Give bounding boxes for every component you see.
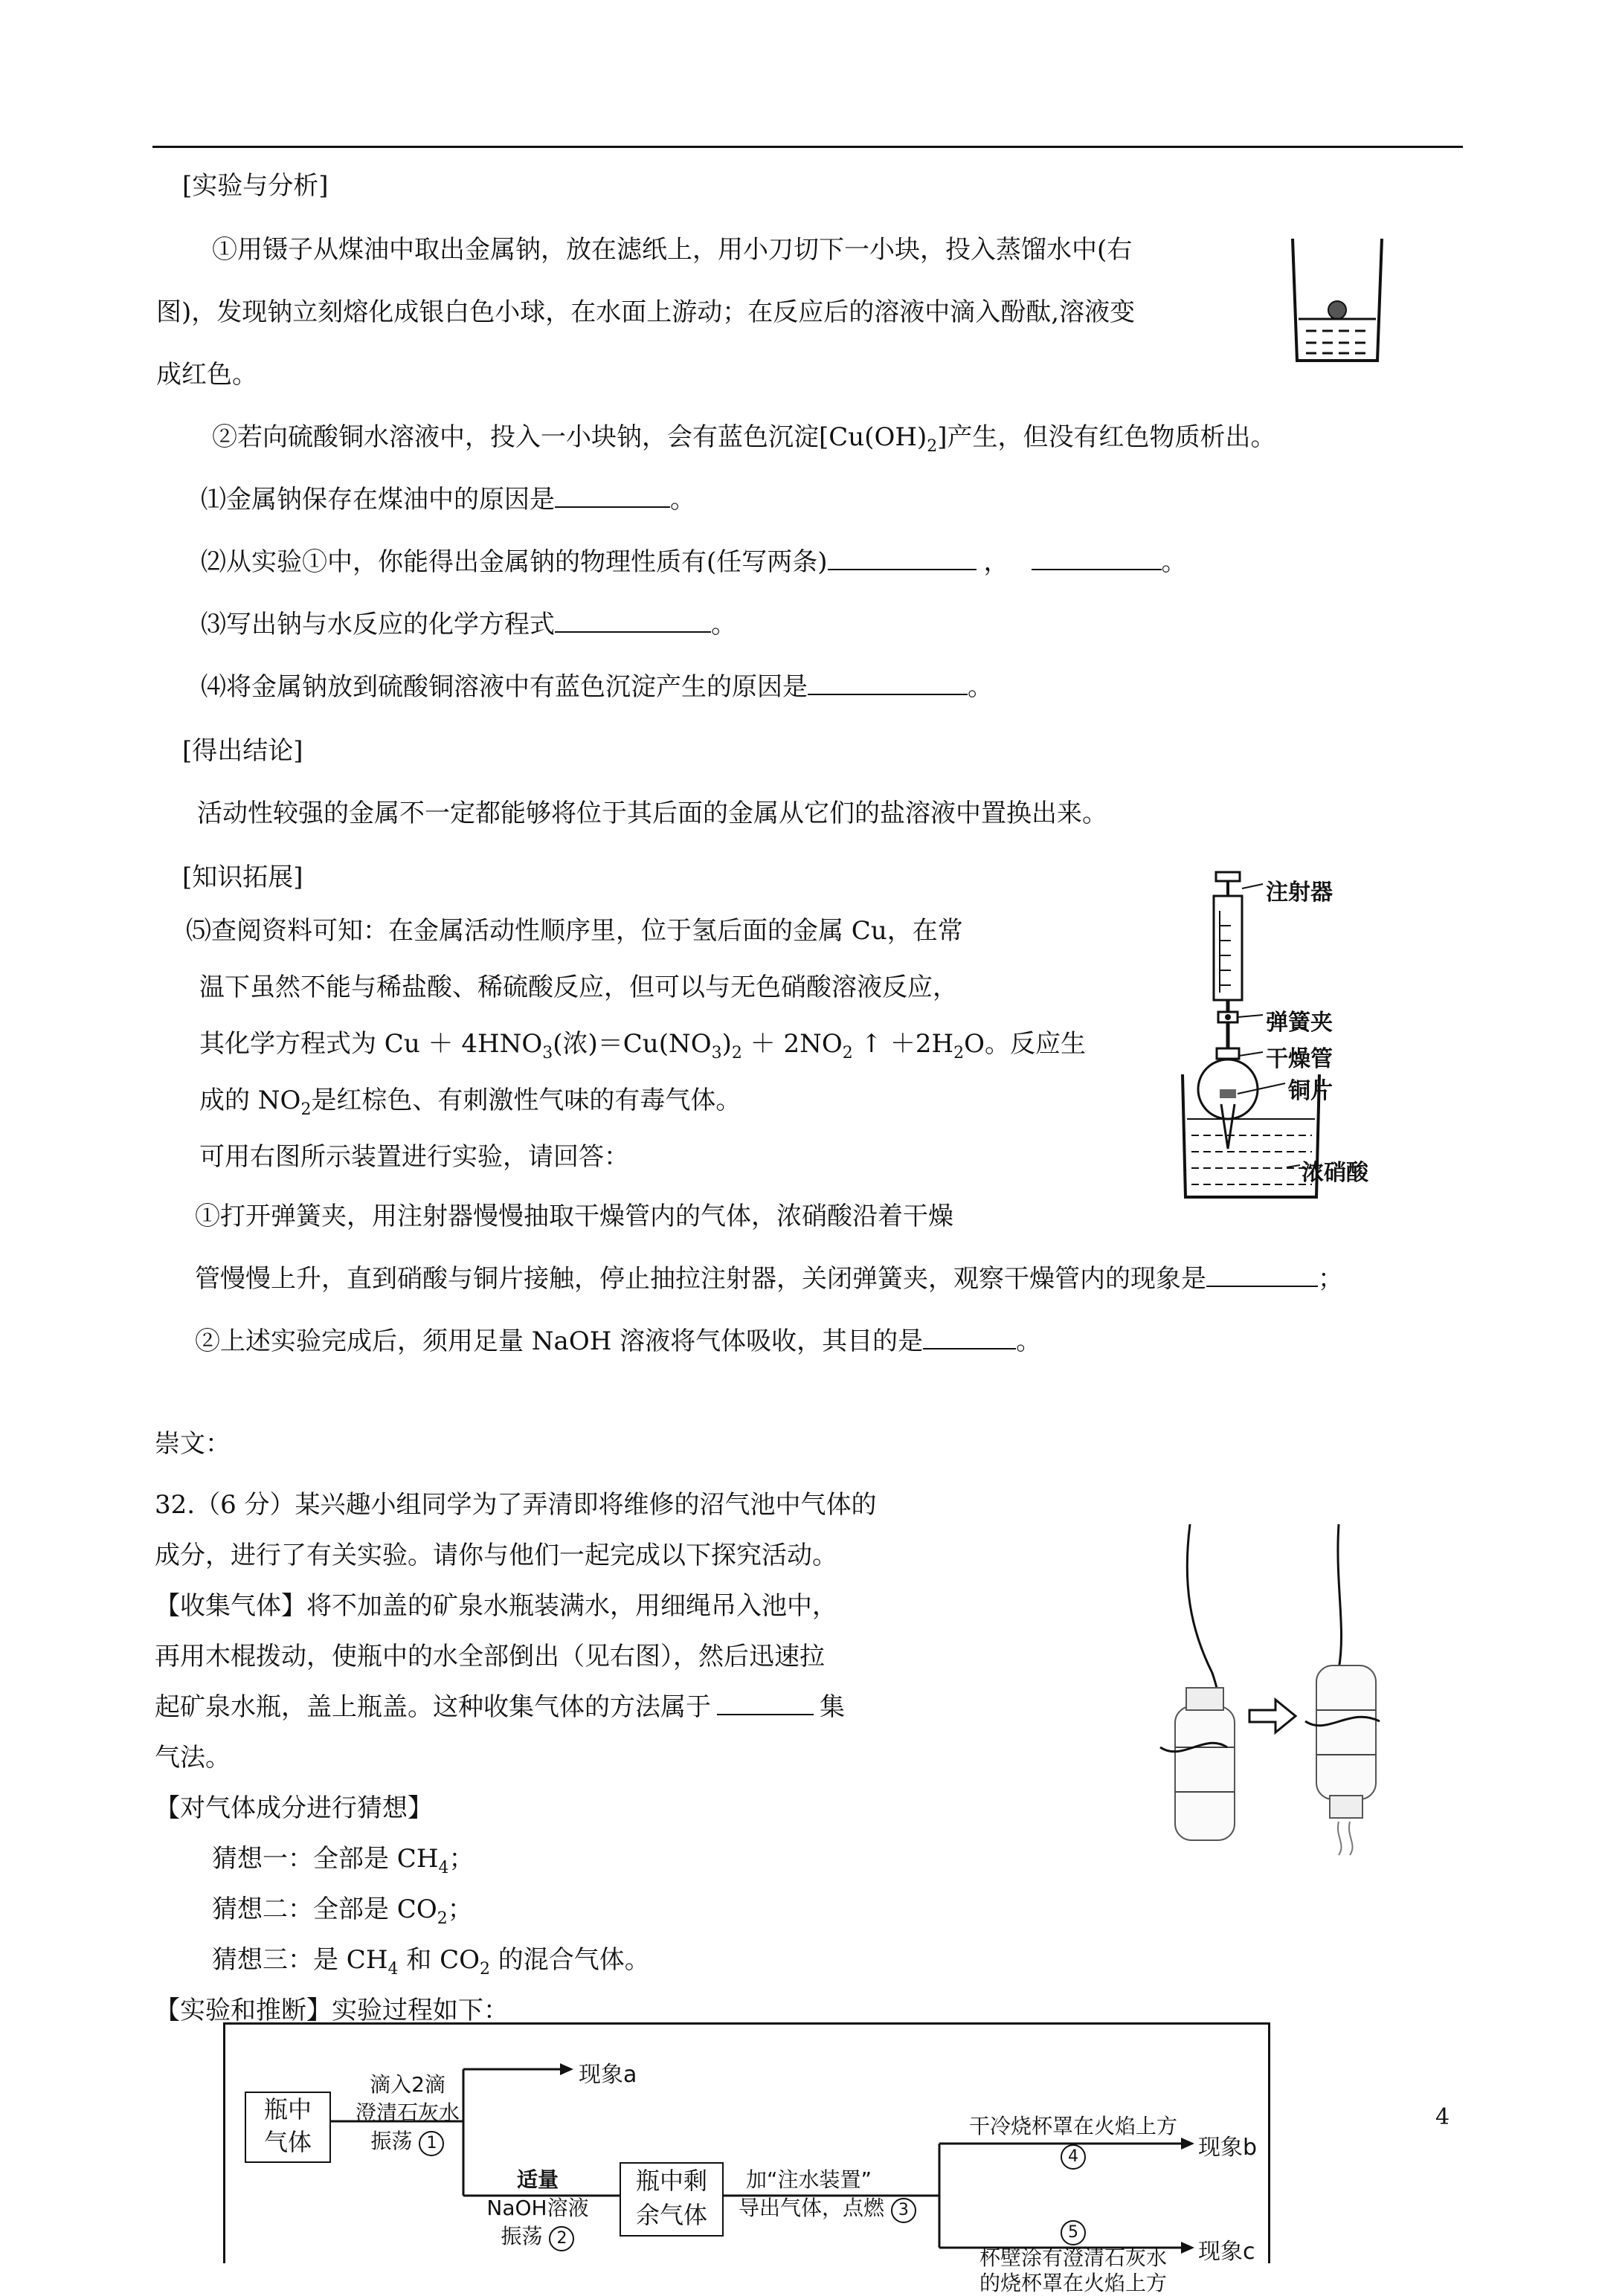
experiment-flowchart	[223, 2022, 1270, 2295]
conclusion-text: 活动性较强的金属不一定都能够将位于其后面的金属从它们的盐溶液中置换出来。	[197, 799, 1107, 828]
q32-line5: 起矿泉水瓶，盖上瓶盖。这种收集气体的方法属于 集	[155, 1692, 845, 1722]
question-4: ⑷将金属钠放到硫酸铜溶液中有蓝色沉淀产生的原因是 。	[201, 672, 993, 702]
answer-blank-4[interactable]	[808, 671, 968, 695]
answer-blank-5a[interactable]	[1206, 1263, 1318, 1287]
extension-equation: 其化学方程式为 $Cu + 4HNO_3$(浓)$=Cu(NO_3)_2 + 2NO_2$ ↑ $+2H_2O$。反应生	[199, 1029, 1086, 1062]
section-heading-conclusion: [得出结论]	[182, 736, 303, 766]
experiment-heading: 【实验和推断】实验过程如下：	[155, 1996, 509, 2025]
q32-line4: 再用木棍拨动，使瓶中的水全部倒出（见右图），然后迅速拉	[155, 1642, 825, 1671]
guess-1: 猜想一：全部是 $CH_4$；	[212, 1844, 474, 1877]
apparatus-figure	[1175, 866, 1398, 1201]
flow-result-b: 现象b	[1198, 2135, 1258, 2161]
flow-step4: 干冷烧杯罩在火焰上方 4	[962, 2112, 1185, 2170]
answer-blank-5b[interactable]	[923, 1326, 1016, 1349]
guess-2: 猜想二：全部是 $CO_2$；	[212, 1894, 473, 1928]
exp1-line2: 图)，发现钠立刻熔化成银白色小球，在水面上游动；在反应后的溶液中滴入酚酞,溶液变	[156, 297, 1136, 327]
bottle-collection-figure	[1160, 1524, 1406, 1859]
guess-heading: 【对气体成分进行猜想】	[155, 1793, 433, 1823]
label-nitric-acid: 浓硝酸	[1302, 1160, 1368, 1186]
label-clip: 弹簧夹	[1266, 1010, 1333, 1036]
question-2: ⑵从实验①中，你能得出金属钠的物理性质有(任写两条) ， 。	[201, 547, 1187, 577]
flow-box-bottle-gas: 瓶中 气体	[245, 2092, 331, 2163]
exp2-line: ②若向硫酸铜水溶液中，投入一小块钠，会有蓝色沉淀$[Cu(OH)_2]$产生，但没有红色物质析出。	[212, 422, 1276, 456]
guess-3: 猜想三：是 $CH_4$ 和 $CO_2$ 的混合气体。	[212, 1945, 650, 1979]
header-rule	[152, 146, 1463, 148]
q32-line3: 【收集气体】将不加盖的矿泉水瓶装满水，用细绳吊入池中，	[155, 1591, 837, 1621]
flow-result-c: 现象c	[1198, 2239, 1255, 2265]
exp1-line3: 成红色。	[156, 360, 257, 390]
answer-blank-2a[interactable]	[828, 546, 977, 570]
q32-line6: 气法。	[155, 1743, 231, 1773]
section-heading-analysis: [实验与分析]	[182, 171, 329, 201]
extension-line5: 可用右图所示装置进行实验，请回答：	[199, 1142, 629, 1172]
district-label: 崇文：	[155, 1429, 231, 1459]
extension-answer1-line1: ①打开弹簧夹，用注射器慢慢抽取干燥管内的气体，浓硝酸沿着干燥	[195, 1202, 953, 1231]
section-heading-extension: [知识拓展]	[182, 862, 303, 892]
q32-line2: 成分，进行了有关实验。请你与他们一起完成以下探究活动。	[155, 1541, 837, 1570]
page-number: 4	[1435, 2104, 1450, 2130]
flow-box-remaining-gas: 瓶中剩 余气体	[620, 2162, 724, 2237]
exp1-line1: ①用镊子从煤油中取出金属钠，放在滤纸上，用小刀切下一小块，投入蒸馏水中(右	[212, 235, 1133, 265]
extension-answer2: ②上述实验完成后，须用足量 NaOH 溶液将气体吸收，其目的是 。	[195, 1326, 1042, 1356]
extension-line4: 成的 $NO_2$是红棕色、有刺激性气味的有毒气体。	[199, 1086, 741, 1119]
answer-blank-2b[interactable]	[1032, 546, 1162, 570]
answer-blank-1[interactable]	[555, 484, 670, 508]
label-syringe: 注射器	[1266, 880, 1333, 906]
question-3: ⑶写出钠与水反应的化学方程式 。	[201, 610, 736, 639]
answer-blank-32[interactable]	[717, 1692, 814, 1715]
flow-step5: 5 杯壁涂有澄清石灰水 的烧杯罩在火焰上方	[962, 2218, 1185, 2296]
flow-step2: 适量 NaOH溶液 振荡 2	[471, 2166, 605, 2251]
answer-blank-3[interactable]	[555, 609, 711, 633]
beaker-figure	[1287, 234, 1387, 368]
extension-answer1-line2: 管慢慢上升，直到硝酸与铜片接触，停止抽拉注射器，关闭弹簧夹，观察干燥管内的现象是 ；	[195, 1264, 1343, 1294]
flow-step3: 加“注水装置” 导出气体，点燃 3	[739, 2166, 916, 2223]
extension-line1: ⑸查阅资料可知：在金属活动性顺序里，位于氢后面的金属 Cu，在常	[186, 916, 963, 946]
label-copper: 铜片	[1288, 1078, 1333, 1104]
question-1: ⑴金属钠保存在煤油中的原因是 。	[201, 485, 695, 515]
flow-step1: 滴入2滴 澄清石灰水 振荡 1	[352, 2071, 463, 2156]
extension-line2: 温下虽然不能与稀盐酸、稀硫酸反应，但可以与无色硝酸溶液反应，	[199, 973, 958, 1002]
label-drying-tube: 干燥管	[1266, 1046, 1333, 1072]
flow-result-a: 现象a	[579, 2062, 637, 2088]
q32-line1: 32.（6 分）某兴趣小组同学为了弄清即将维修的沼气池中气体的	[155, 1490, 877, 1520]
